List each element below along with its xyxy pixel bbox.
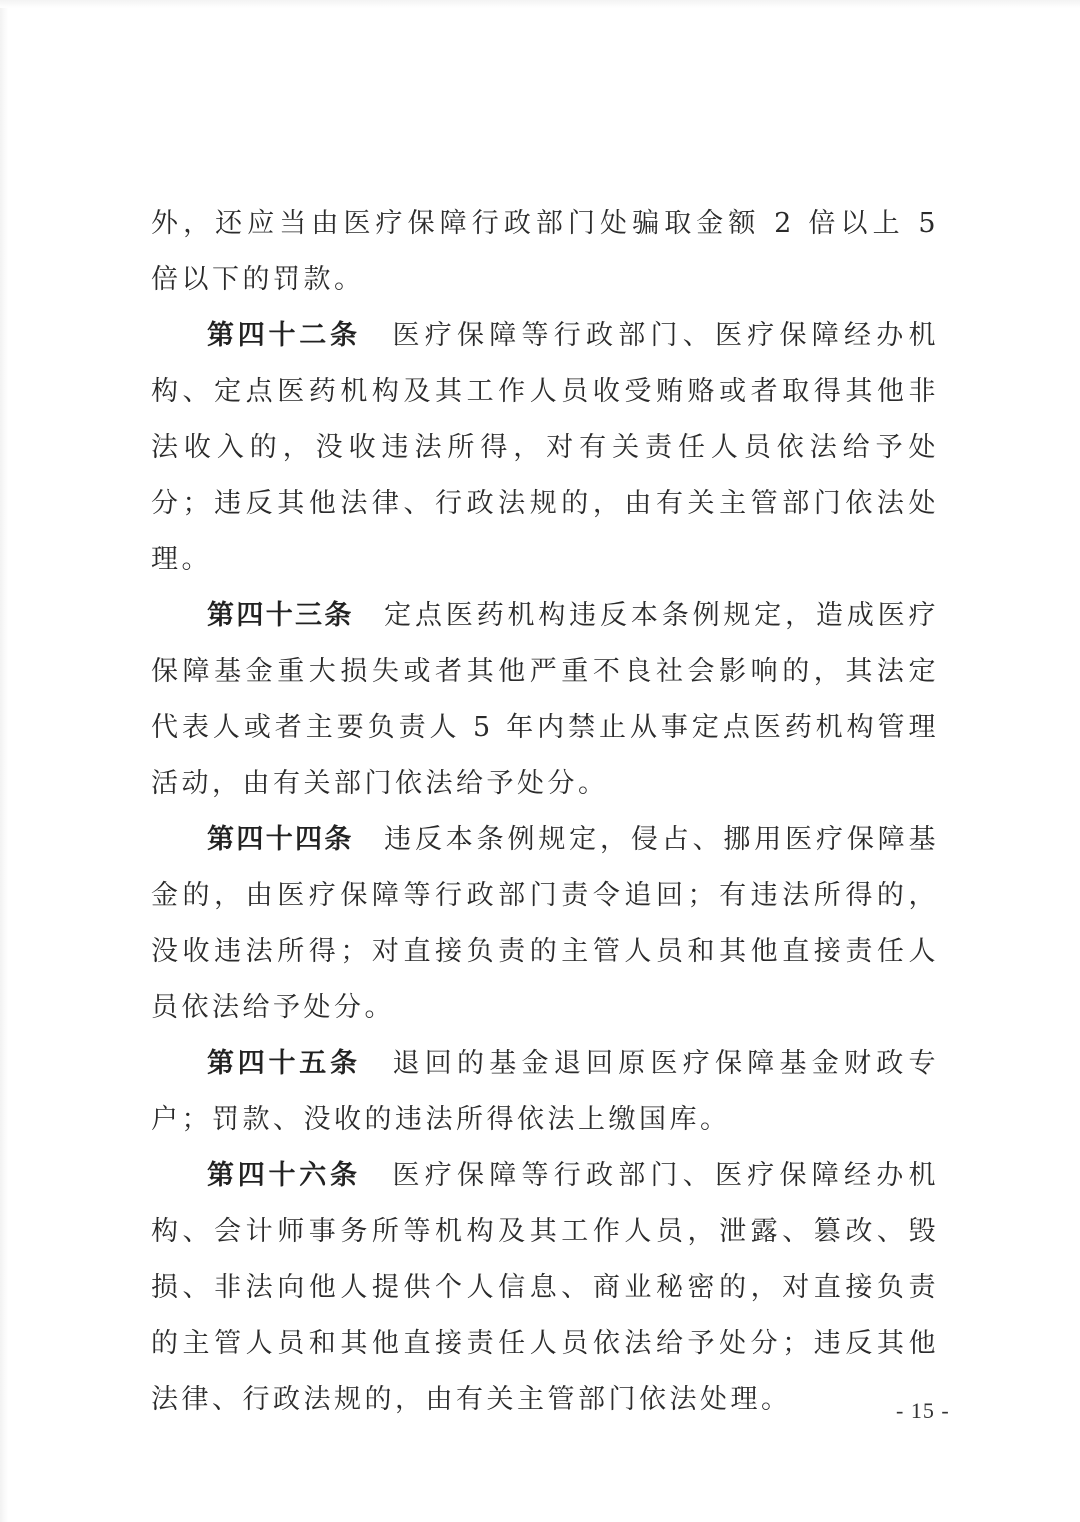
- article-text: 退回的基金退回原医疗保障基金财政专户；罚款、没收的违法所得依法上缴国库。: [151, 1048, 939, 1135]
- page-edge-left: [0, 0, 8, 1522]
- article-text: 医疗保障等行政部门、医疗保障经办机构、会计师事务所等机构及其工作人员，泄露、篡改、毁损、非法向他人提供个人信息、商业秘密的，对直接负责的主管人员和其他直接责任人员依法给予处分；违反其他法律、行政法规的，由有关主管部门依法处理。: [151, 1160, 939, 1415]
- article-text: 定点医药机构违反本条例规定，造成医疗保障基金重大损失或者其他严重不良社会影响的，其法定代表人或者主要负责人 5 年内禁止从事定点医药机构管理活动，由有关部门依法给予处分。: [151, 600, 940, 799]
- article-46: [151, 1148, 939, 1428]
- article-44: [151, 812, 939, 1036]
- article-43: [151, 588, 939, 812]
- paragraph-continuation: [151, 196, 939, 308]
- article-42: [151, 308, 939, 588]
- document-body: [151, 196, 939, 1428]
- article-heading: 第四十四条: [207, 824, 354, 855]
- article-heading: 第四十六条: [207, 1160, 361, 1191]
- paragraph-text: 外，还应当由医疗保障行政部门处骗取金额 2 倍以上 5 倍以下的罚款。: [151, 208, 939, 295]
- article-text: 违反本条例规定，侵占、挪用医疗保障基金的，由医疗保障等行政部门责令追回；有违法所得的，没收违法所得；对直接负责的主管人员和其他直接责任人员依法给予处分。: [151, 824, 940, 1023]
- article-heading: 第四十三条: [207, 600, 354, 631]
- page-edge-top: [0, 0, 1080, 8]
- article-heading: 第四十五条: [207, 1048, 361, 1079]
- article-text: 医疗保障等行政部门、医疗保障经办机构、定点医药机构及其工作人员收受贿赂或者取得其他非法收入的，没收违法所得，对有关责任人员依法给予处分；违反其他法律、行政法规的，由有关主管部门依法处理。: [151, 320, 939, 575]
- page-number: - 15 -: [896, 1398, 950, 1423]
- article-45: [151, 1036, 939, 1148]
- article-heading: 第四十二条: [207, 320, 361, 351]
